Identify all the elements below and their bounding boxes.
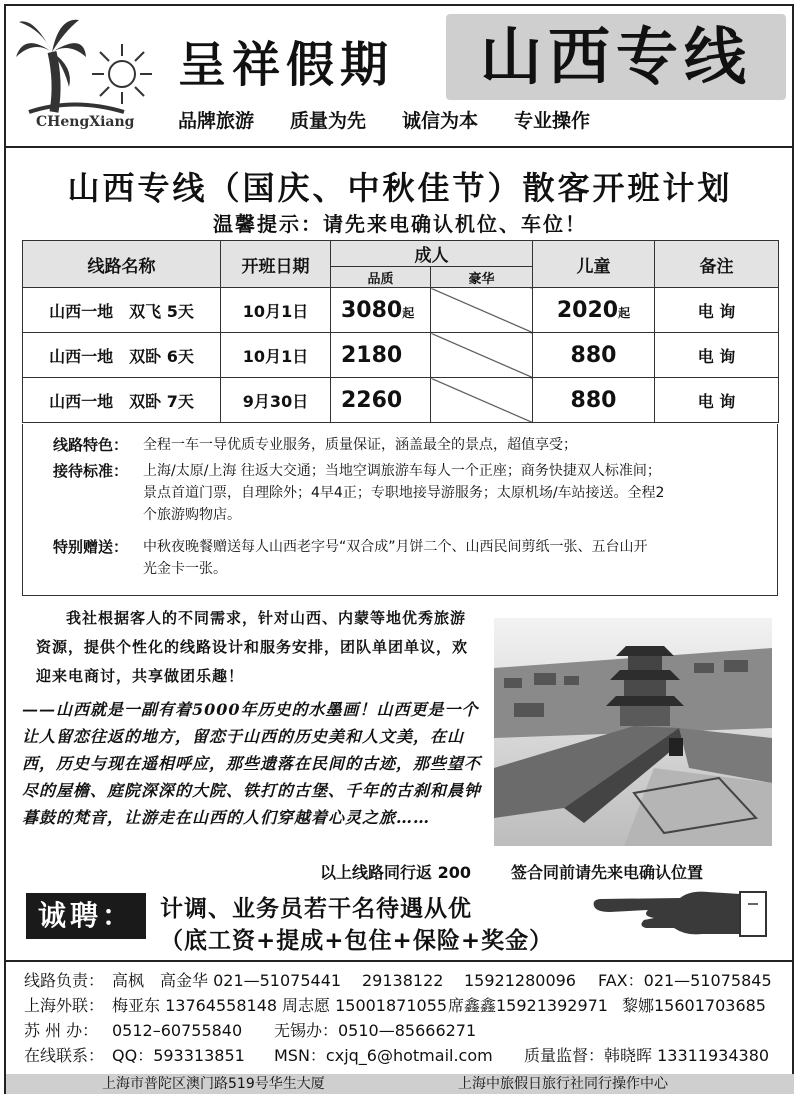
brand-title: 呈祥假期 [178,37,395,93]
recruit-positions: 计调、业务员若干名待遇从优 [160,896,472,922]
remark-cell: 电 询 [655,288,779,333]
page-title: 山西专线（国庆、中秋佳节）散客开班计划 [67,169,733,207]
footer-address: 上海市普陀区澳门路519号华生大厦 [102,1076,325,1092]
route-title: 山西专线 [446,14,786,100]
child-price-cell [533,333,655,378]
schedule-table [22,240,779,423]
logo-text: CHengXiang [36,114,135,130]
price-value: 3080 [341,297,403,323]
col-header-date: 开班日期 [221,241,331,288]
feature-text: 全程一车一导优质专业服务，质量保证，涵盖最全的景点，超值享受； [143,437,577,453]
date-cell: 9月30日 [221,378,331,423]
luxury-empty-cell [431,288,533,333]
quality-price-cell [331,378,431,423]
feature-text: 光金卡一张。 [143,561,227,577]
table-row [23,378,779,423]
divider [6,960,794,962]
slogan: 质量为先 [290,110,367,132]
col-header-remark: 备注 [655,241,779,288]
contact-label: 苏 州 办： [24,1021,99,1040]
quality-price-cell [331,288,431,333]
col-header-child: 儿童 [533,241,655,288]
feature-text: 个旅游购物店。 [143,507,241,523]
contact-label: 线路负责： [24,971,105,990]
col-header-luxury: 豪华 [431,267,533,288]
contact-phone: 周志愿 15001871055 [282,996,448,1015]
quality-price-cell [331,333,431,378]
route-cell: 山西一地 双飞 5天 [23,288,221,333]
price-suffix: 起 [402,305,415,320]
contact-phone: 0512–60755840 [112,1021,243,1040]
feature-label: 特别赠送： [53,538,129,556]
reminder-text: 温馨提示：请先来电确认机位、车位！ [213,212,587,236]
feature-label: 线路特色： [53,436,129,454]
col-header-quality: 品质 [331,267,431,288]
route-cell: 山西一地 双卧 6天 [23,333,221,378]
luxury-empty-cell [431,333,533,378]
rebate-note [320,860,703,883]
col-header-route: 线路名称 [23,241,221,288]
feature-text: 景点首道门票，自理除外；4早4正；专职地接导游服务；太原机场/车站接送。全程2 [143,485,665,501]
contacts [24,968,794,1068]
price-value: 880 [570,342,617,368]
child-price-cell [533,288,655,333]
footer-bar [6,1074,794,1094]
contact-row [24,968,794,993]
remark-cell: 电 询 [655,333,779,378]
confirm-text: 签合同前请先来电确认位置 [510,863,703,882]
date-cell: 10月1日 [221,333,331,378]
poem-text: ——山西就是一副有着5000年历史的水墨画！山西更是一个让人留恋往返的地方，留恋于山西的历史美和人文美，在山西，历史与现在遥相呼应，那些遗落在民间的古迹，那些望不尽的屋檐、庭院深深的大院、铁打的古堡、千年的古刹和晨钟暮鼓的梵音，让游走在山西的人们穿越着心灵之旅…… [22,700,482,827]
features-box [22,424,778,596]
header [6,6,794,144]
price-value: 880 [570,387,617,413]
contact-phone: 席鑫鑫15921392971 [448,996,608,1015]
table-row [23,333,779,378]
slogan: 品牌旅游 [178,110,255,132]
recruit-badge: 诚聘： [26,893,146,939]
remark-cell: 电 询 [655,378,779,423]
date-cell: 10月1日 [221,288,331,333]
contact-msn: MSN：cxjq_6@hotmail.com [274,1046,493,1065]
contact-row [24,993,794,1018]
price-value: 2020 [556,297,619,323]
contact-label: 上海外联： [24,996,105,1015]
rebate-text: 以上线路同行返 200 [320,863,471,882]
pointing-hand-icon [590,884,770,940]
contact-phone: 15921280096 [464,971,576,990]
intro-text: 我社根据客人的不同需求，针对山西、内蒙等地优秀旅游资源，提供个性化的线路设计和服务安排，团队单团单议，欢迎来电商讨，共享做团乐趣！ [36,609,469,685]
slogan: 专业操作 [514,110,591,132]
contact-label: 在线联系： [24,1046,105,1065]
contact-fax: FAX：021—51075845 [598,971,772,990]
contact-row [24,1043,794,1068]
feature-text: 上海/太原/上海 往返大交通；当地空调旅游车每人一个正座；商务快捷双人标准间； [143,463,661,479]
luxury-empty-cell [431,378,533,423]
table-row [23,288,779,333]
city-wall-photo [494,618,772,846]
child-price-cell [533,378,655,423]
contact-phone: 无锡办：0510—85666271 [274,1021,477,1040]
price-suffix: 起 [618,305,631,320]
price-value: 2180 [341,342,403,368]
contact-phone: 梅亚东 13764558148 [112,996,278,1015]
contact-phone: 高枫 高金华 021—51075441 [112,971,342,990]
route-cell: 山西一地 双卧 7天 [23,378,221,423]
contact-phone: 黎娜15601703685 [622,996,766,1015]
divider [6,146,794,148]
contact-qq: QQ：593313851 [112,1046,245,1065]
price-value: 2260 [341,387,403,413]
slogan: 诚信为本 [402,110,479,132]
contact-phone: 29138122 [362,971,444,990]
col-header-adult: 成人 [331,241,533,267]
feature-text: 中秋夜晚餐赠送每人山西老字号“双合成”月饼二个、山西民间剪纸一张、五台山开 [143,539,648,555]
footer-center: 上海中旅假日旅行社同行操作中心 [458,1076,668,1092]
recruit-benefits: （底工资+提成+包住+保险+奖金） [160,928,554,954]
slogans [178,106,590,133]
feature-label: 接待标准： [53,462,129,480]
contact-supervisor: 质量监督：韩晓晖 13311934380 [524,1046,770,1065]
contact-row [24,1018,794,1043]
